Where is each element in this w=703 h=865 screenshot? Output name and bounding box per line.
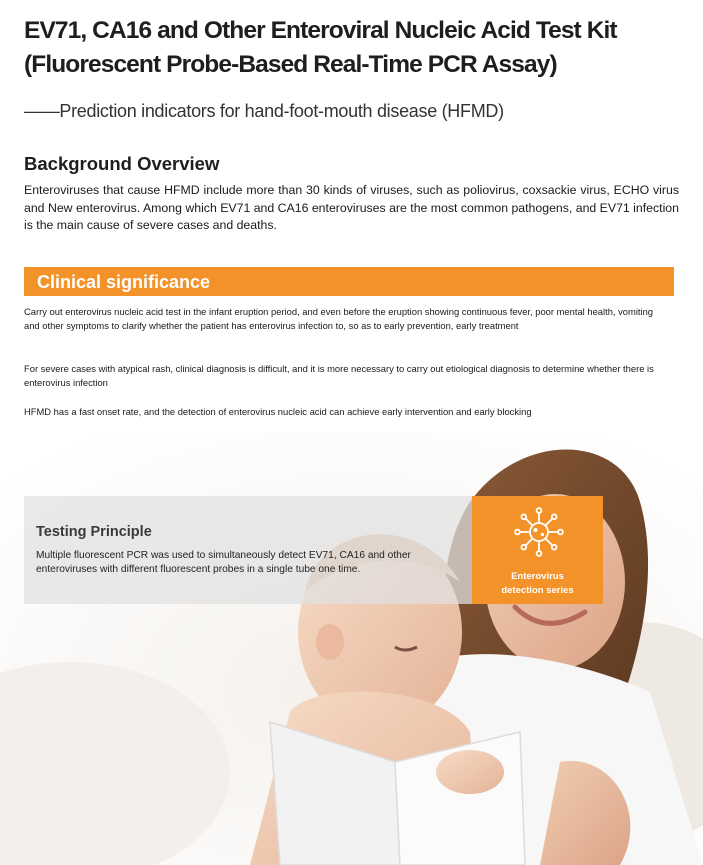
clinical-banner bbox=[24, 267, 674, 296]
background-heading: Background Overview bbox=[24, 153, 220, 174]
background-text: Enteroviruses that cause HFMD include more than 30 kinds of viruses, such as poliovirus, coxsackie virus, ECHO virus and New enterovirus. Among which EV71 and CA16 enteroviruses are the most common pathogens, and EV71 infection is the main cause of severe cases and deaths. bbox=[24, 183, 679, 232]
virus-icon bbox=[513, 506, 565, 558]
document-title bbox=[24, 14, 617, 82]
badge-label-line-2: detection series bbox=[501, 585, 574, 596]
clinical-paragraph-1: Carry out enterovirus nucleic acid test in the infant eruption period, and even before the eruption showing continuous fever, poor mental health, vomiting and other symptoms to clarify whether the patient has enterovirus infection to, so as to early prevention, early treatment bbox=[24, 306, 654, 331]
testing-principle-panel bbox=[24, 496, 472, 604]
title-line-2: (Fluorescent Probe-Based Real-Time PCR Assay) bbox=[24, 51, 557, 78]
badge-label-line-1: Enterovirus bbox=[511, 571, 564, 582]
clinical-heading: Clinical significance bbox=[37, 272, 211, 292]
principle-heading: Testing Principle bbox=[36, 524, 152, 540]
enterovirus-badge bbox=[472, 496, 603, 604]
clinical-paragraph-3: HFMD has a fast onset rate, and the detection of enterovirus nucleic acid can achieve early intervention and early blocking bbox=[24, 406, 532, 417]
principle-text: Multiple fluorescent PCR was used to simultaneously detect EV71, CA16 and other enteroviruses with different fluorescent probes in a single tube one time. bbox=[36, 550, 411, 575]
title-line-1: EV71, CA16 and Other Enteroviral Nucleic Acid Test Kit bbox=[24, 17, 617, 44]
clinical-paragraph-2: For severe cases with atypical rash, clinical diagnosis is difficult, and it is more necessary to carry out etiological diagnosis to determine whether there is enterovirus infection bbox=[24, 363, 654, 388]
subtitle: ——Prediction indicators for hand-foot-mouth disease (HFMD) bbox=[24, 101, 504, 121]
